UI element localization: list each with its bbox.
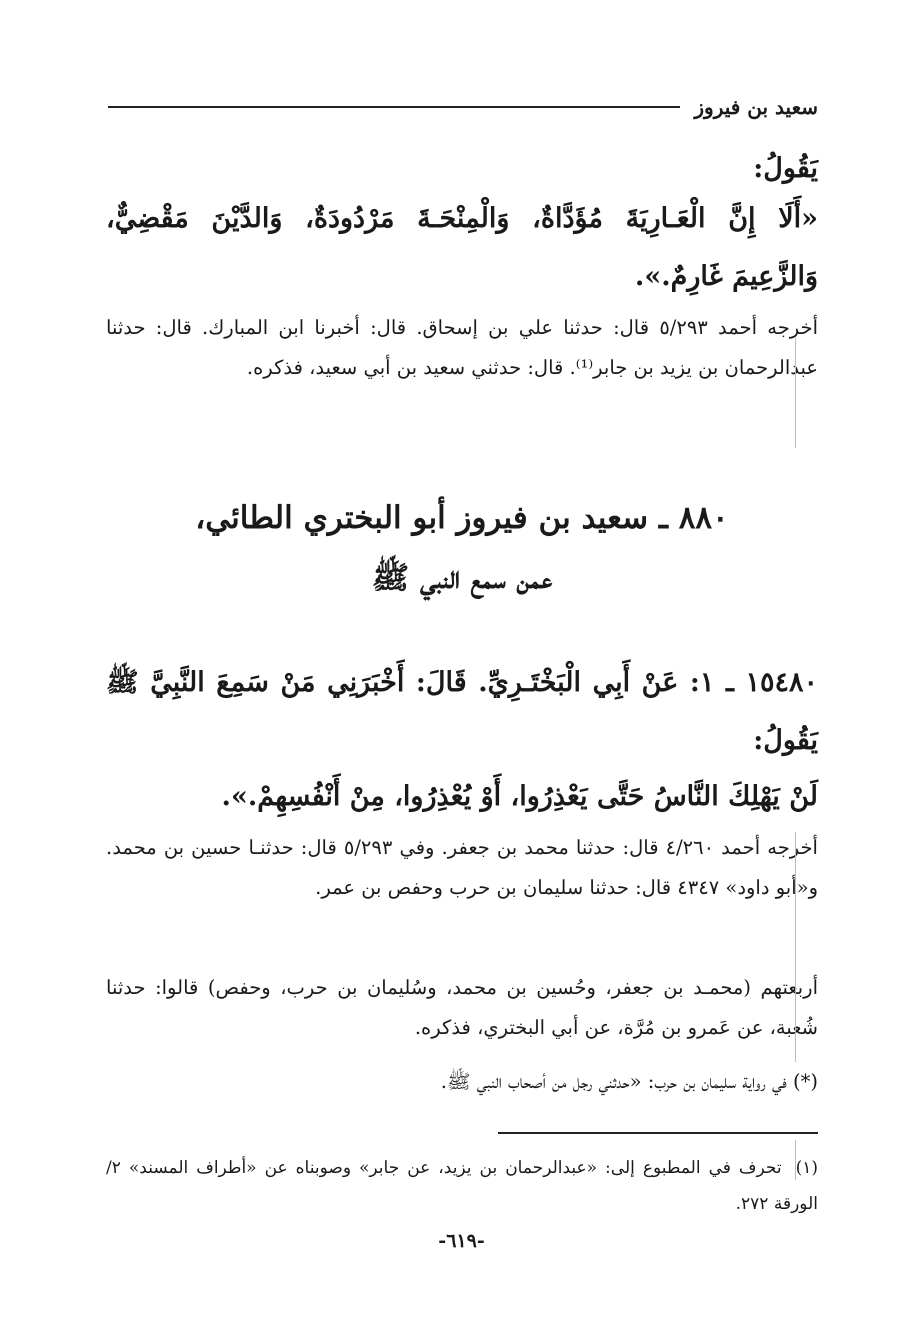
hadith-source-1: أخرجه أحمد ٤/٢٦٠ قال: حدثنا محمد بن جعفر. وفي ٥/٢٩٣ قال: حدثنـا حسين بن محمد. و«أبو داود» ٤٣٤٧ قال: حدثنا سليمان بن حرب وحفص بن عمر. <box>106 836 818 899</box>
running-title: سعيد بن فيروز <box>694 95 818 119</box>
footnote-text: تحرف في المطبوع إلى: «عبدالرحمان بن يزيد، عن جابر» وصوبناه عن «أطراف المسند» ٢/الورقة ٢٧٢. <box>106 1158 818 1214</box>
chapter-heading-line-2: عمن سمع النبي ﷺ <box>371 560 553 596</box>
hadith-intro: ١٥٤٨٠ ـ ١: عَنْ أَبِي الْبَخْتَـرِيِّ. قَالَ: أَخْبَرَنِي مَنْ سَمِعَ النَّبِيَّ ﷺ يَقُولُ: <box>106 667 818 756</box>
hadith-text: لَنْ يَهْلِكَ النَّاسُ حَتَّى يَعْذِرُوا، أَوْ يُعْذِرُوا، مِنْ أَنْفُسِهِمْ.». <box>221 781 818 812</box>
page-number: -٦١٩- <box>438 1230 485 1252</box>
running-header <box>108 92 818 122</box>
margin-line <box>795 832 796 1062</box>
previous-hadith-intro: يَقُولُ: <box>753 153 818 184</box>
footnote <box>106 1150 818 1222</box>
margin-line <box>795 1140 796 1180</box>
hadith-source-2: أربعتهم (محمـد بن جعفر، وحُسين بن محمد، وسُليمان بن حرب، وحفص) قالوا: حدثنا شُعبة، عن عَمرو بن مُرَّة، عن أبي البختري، فذكره. <box>106 976 818 1039</box>
margin-line <box>795 338 796 448</box>
hadith-narration-note: (*) في رواية سليمان بن حرب: «حدثني رجل من أصحاب النبي ﷺ. <box>440 1070 818 1093</box>
previous-source-text: أخرجه أحمد ٥/٢٩٣ قال: حدثنا علي بن إسحاق. قال: أخبرنا ابن المبارك. قال: حدثنا عبدالرحمان بن يزيد بن جابر⁽¹⁾. قال: حدثني سعيد بن أبي سعيد، فذكره. <box>106 316 818 379</box>
footnote-rule <box>498 1132 818 1134</box>
chapter-heading-line-1: ٨٨٠ ـ سعيد بن فيروز أبو البختري الطائي، <box>195 500 729 536</box>
footnote-marker: (١) <box>795 1158 818 1178</box>
previous-hadith-text: «أَلَا إِنَّ الْعَـارِيَةَ مُؤَدَّاةٌ، وَالْمِنْحَـةَ مَرْدُودَةٌ، وَالدَّيْنَ مَقْضِيٌّ، وَالزَّعِيمَ غَارِمٌ.». <box>106 203 818 292</box>
header-rule <box>108 106 680 108</box>
